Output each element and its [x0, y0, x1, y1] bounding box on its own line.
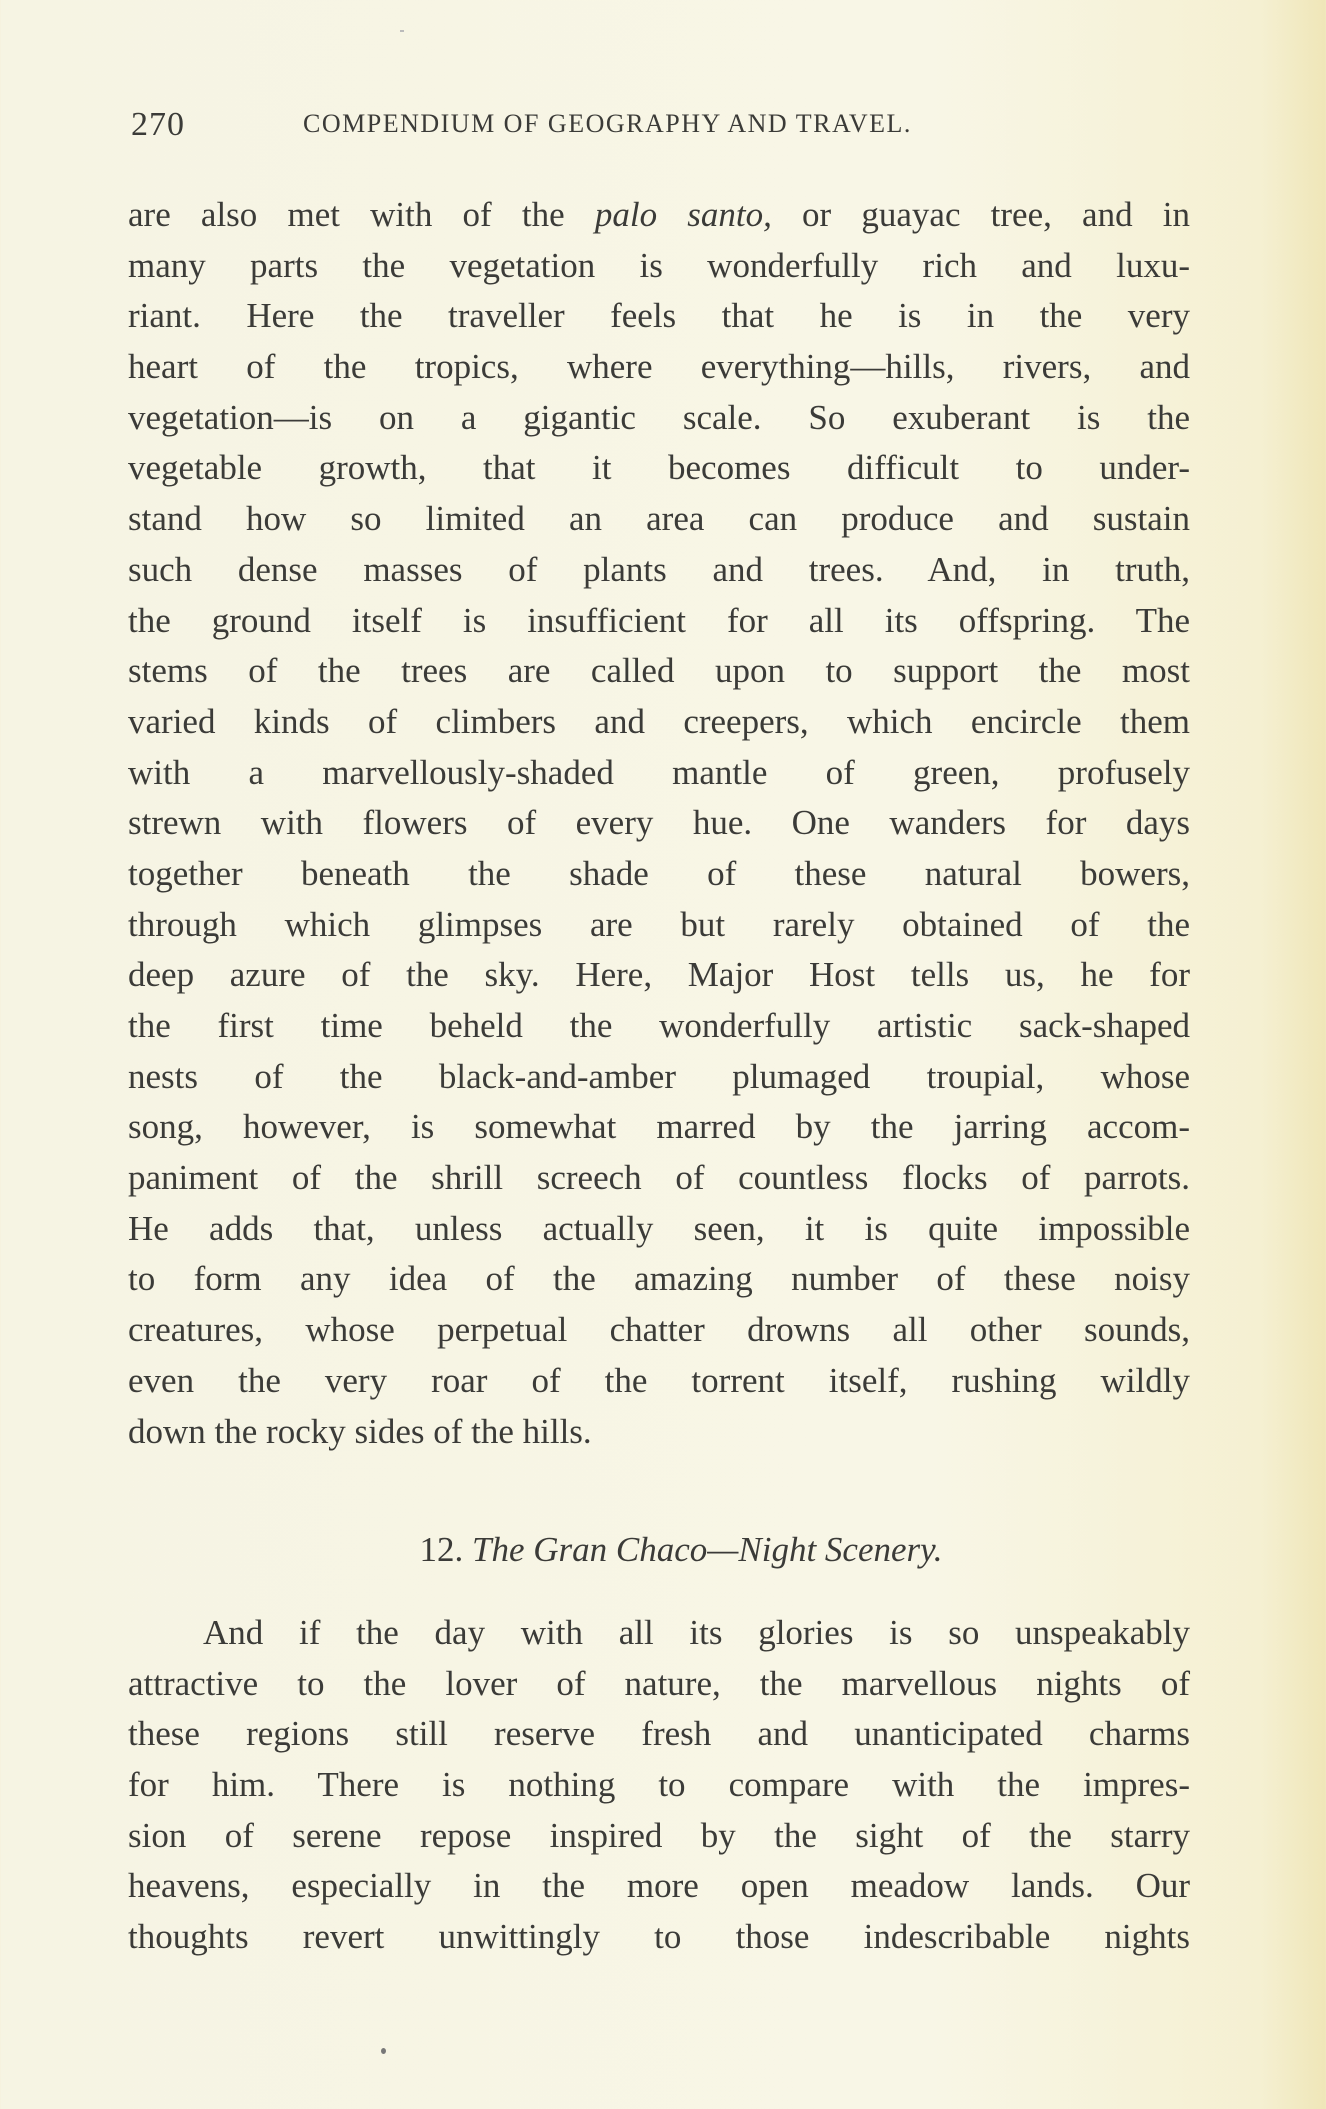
text-segment: strewn with flowers of every hue. One wanders for days [128, 803, 1190, 843]
text-segment: heavens, especially in the more open meadow lands. Our [128, 1866, 1190, 1906]
text-line [128, 798, 1190, 849]
text-line [128, 1153, 1190, 1204]
text-segment: He adds that, unless actually seen, it is quite impossible [128, 1208, 1190, 1248]
text-line [128, 849, 1190, 900]
text-line [128, 494, 1190, 545]
text-line [128, 342, 1190, 393]
text-line [128, 900, 1190, 951]
text-segment: And if the day with all its glories is so unspeakably [203, 1613, 1190, 1652]
text-segment: the first time beheld the wonderfully artistic sack-shaped [128, 1006, 1190, 1045]
text-segment: through which glimpses are but rarely obtained of the [128, 904, 1190, 944]
text-segment: stems of the trees are called upon to support the most [128, 651, 1190, 691]
section-title: The Gran Chaco—Night Scenery. [471, 1530, 943, 1569]
text-segment: varied kinds of climbers and creepers, which encircle them [128, 701, 1190, 741]
text-line [128, 1254, 1190, 1305]
text-line [128, 1204, 1190, 1255]
text-segment: such dense masses of plants and trees. And, in truth, [128, 549, 1190, 589]
text-line [128, 596, 1190, 647]
text-line [128, 545, 1190, 596]
text-line [128, 1102, 1190, 1153]
page-header [131, 106, 1191, 146]
text-line [128, 950, 1190, 1001]
section-number: 12. [419, 1530, 472, 1569]
text-segment: sion of serene repose inspired by the sight of the starry [128, 1815, 1190, 1855]
text-line [128, 1001, 1190, 1052]
text-line [128, 1912, 1190, 1963]
paragraph-2 [128, 1608, 1190, 1963]
text-line [128, 1861, 1190, 1912]
text-line [128, 241, 1190, 292]
text-line [128, 1407, 1190, 1458]
text-segment: down the rocky sides of the hills. [128, 1411, 592, 1451]
text-segment: riant. Here the traveller feels that he is in the very [128, 296, 1190, 336]
page-number: 270 [131, 106, 185, 143]
text-line [128, 1760, 1190, 1811]
text-line [128, 748, 1190, 799]
text-segment: vegetable growth, that it becomes difficult to under- [128, 448, 1190, 488]
text-segment: stand how so limited an area can produce and sustain [128, 499, 1190, 539]
text-line [128, 646, 1190, 697]
text-line [128, 291, 1190, 342]
text-segment: attractive to the lover of nature, the marvellous nights of [128, 1663, 1190, 1703]
text-segment: to form any idea of the amazing number of these noisy [128, 1259, 1190, 1299]
text-segment: even the very roar of the torrent itself, rushing wildly [128, 1360, 1190, 1400]
text-line [128, 1305, 1190, 1356]
text-line [128, 697, 1190, 748]
text-line [128, 1356, 1190, 1407]
running-title: COMPENDIUM OF GEOGRAPHY AND TRAVEL. [303, 109, 912, 138]
text-line [128, 1052, 1190, 1103]
text-segment: vegetation—is on a gigantic scale. So exuberant is the [128, 397, 1190, 437]
text-line [128, 1709, 1190, 1760]
text-segment: together beneath the shade of these natural bowers, [128, 853, 1190, 893]
text-segment: paniment of the shrill screech of countless flocks of parrots. [128, 1158, 1190, 1198]
text-segment: for him. There is nothing to compare with the impres- [128, 1765, 1190, 1805]
text-line [128, 393, 1190, 444]
text-segment: are also met with of the [128, 195, 595, 234]
text-line [128, 443, 1190, 494]
text-line [128, 1659, 1190, 1710]
italic-text: palo santo, [594, 195, 772, 234]
text-line [128, 1811, 1190, 1862]
text-line [128, 1608, 1190, 1659]
text-segment: song, however, is somewhat marred by the jarring accom- [128, 1107, 1190, 1147]
text-segment: deep azure of the sky. Here, Major Host tells us, he for [128, 955, 1190, 995]
text-segment: or guayac tree, and in [771, 195, 1191, 234]
text-segment: these regions still reserve fresh and unanticipated charms [128, 1714, 1190, 1754]
text-segment: thoughts revert unwittingly to those indescribable nights [128, 1917, 1190, 1957]
text-segment: nests of the black-and-amber plumaged troupial, whose [128, 1056, 1190, 1096]
ink-mark [381, 2048, 386, 2054]
text-segment: the ground itself is insufficient for all its offspring. The [128, 600, 1190, 640]
scan-artifact [400, 30, 404, 32]
section-heading [0, 1530, 1326, 1570]
text-segment: many parts the vegetation is wonderfully rich and luxu- [128, 245, 1190, 285]
text-segment: heart of the tropics, where everything—hills, rivers, and [128, 347, 1190, 387]
text-segment: creatures, whose perpetual chatter drowns all other sounds, [128, 1310, 1190, 1350]
text-segment: with a marvellously-shaded mantle of green, profusely [128, 752, 1190, 792]
paragraph-1 [128, 190, 1190, 1457]
text-line [128, 190, 1190, 241]
